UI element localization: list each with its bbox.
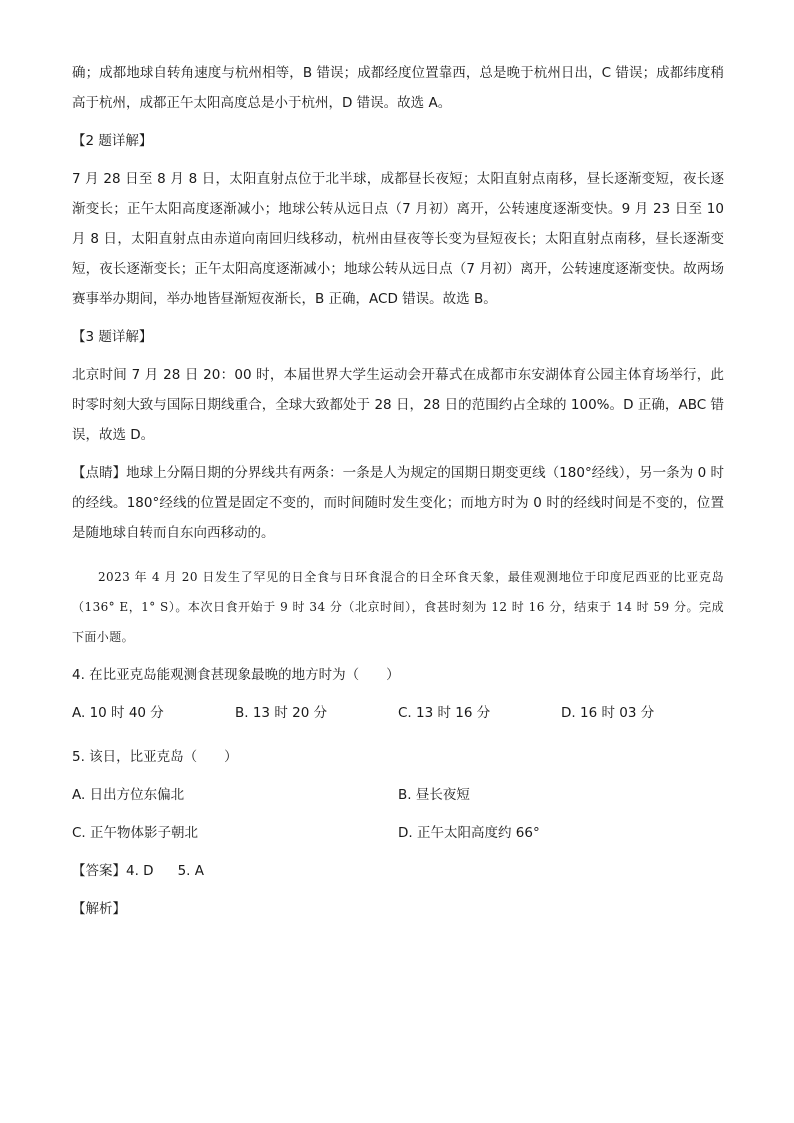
q5-option-d: D. 正午太阳高度约 66° [398,825,540,841]
q4-option-d: D. 16 时 03 分 [561,705,655,721]
paragraph-q1-end: 确；成都地球自转角速度与杭州相等，B 错误；成都经度位置靠西，总是晚于杭州日出，C 错误；成都纬度稍高于杭州，成都正午太阳高度总是小于杭州，D 错误。故选 A。 [72,65,724,111]
material-eclipse: 2023 年 4 月 20 日发生了罕见的日全食与日环食混合的日全环食天象，最佳观测地位于印度尼西亚的比亚克岛（136° E，1° S）。本次日食开始于 9 时 34 分（北京时间），食甚时刻为 12 时 16 分，结束于 14 时 59 分。完成下面小题。 [72,570,724,644]
document-page [72,58,724,924]
answer-label: 【答案】 [72,863,126,879]
question-4-stem: 4. 在比亚克岛能观测食甚现象最晚的地方时为（ ） [72,667,400,683]
q5-option-c: C. 正午物体影子朝北 [72,825,199,841]
question-5-options-row2 [72,818,724,848]
heading-q3-detail: 【3 题详解】 [72,329,153,345]
q5-option-a: A. 日出方位东偏北 [72,787,185,803]
answer-4: 4. D [126,863,154,879]
q4-option-a: A. 10 时 40 分 [72,705,164,721]
question-5-stem: 5. 该日，比亚克岛（ ） [72,749,238,765]
paragraph-q2: 7 月 28 日至 8 月 8 日，太阳直射点位于北半球，成都昼长夜短；太阳直射点南移，昼长逐渐变短，夜长逐渐变长；正午太阳高度逐渐减小；地球公转从远日点（7 月初）离开，公转速度逐渐变快。9 月 23 日至 10 月 8 日，太阳直射点由赤道向南回归线移动，杭州由昼夜等长变为昼短夜长；太阳直射点南移，昼长逐渐变短，夜长逐渐变长；正午太阳高度逐渐减小；地球公转从远日点（7 月初）离开，公转速度逐渐变快。故两场赛事举办期间，举办地皆昼渐短夜渐长，B 正确，ACD 错误。故选 B。 [72,171,724,307]
paragraph-key-point: 【点睛】地球上分隔日期的分界线共有两条：一条是人为规定的国期日期变更线（180°经线），另一条为 0 时的经线。180°经线的位置是固定不变的，而时间随时发生变化；而地方时为 0 时的经线时间是不变的，位置是随地球自转而自东向西移动的。 [72,465,724,541]
paragraph-q3: 北京时间 7 月 28 日 20：00 时，本届世界大学生运动会开幕式在成都市东安湖体育公园主体育场举行，此时零时刻大致与国际日期线重合，全球大致都处于 28 日，28 日的范围约占全球的 100%。D 正确，ABC 错误，故选 D。 [72,367,724,443]
heading-q2-detail: 【2 题详解】 [72,133,153,149]
answer-line [72,856,724,886]
q4-option-b: B. 13 时 20 分 [235,705,328,721]
q4-option-c: C. 13 时 16 分 [398,705,491,721]
question-5-options-row1 [72,780,724,810]
analysis-label: 【解析】 [72,901,126,917]
answer-5: 5. A [177,863,204,879]
question-4-options [72,698,724,728]
q5-option-b: B. 昼长夜短 [398,787,470,803]
